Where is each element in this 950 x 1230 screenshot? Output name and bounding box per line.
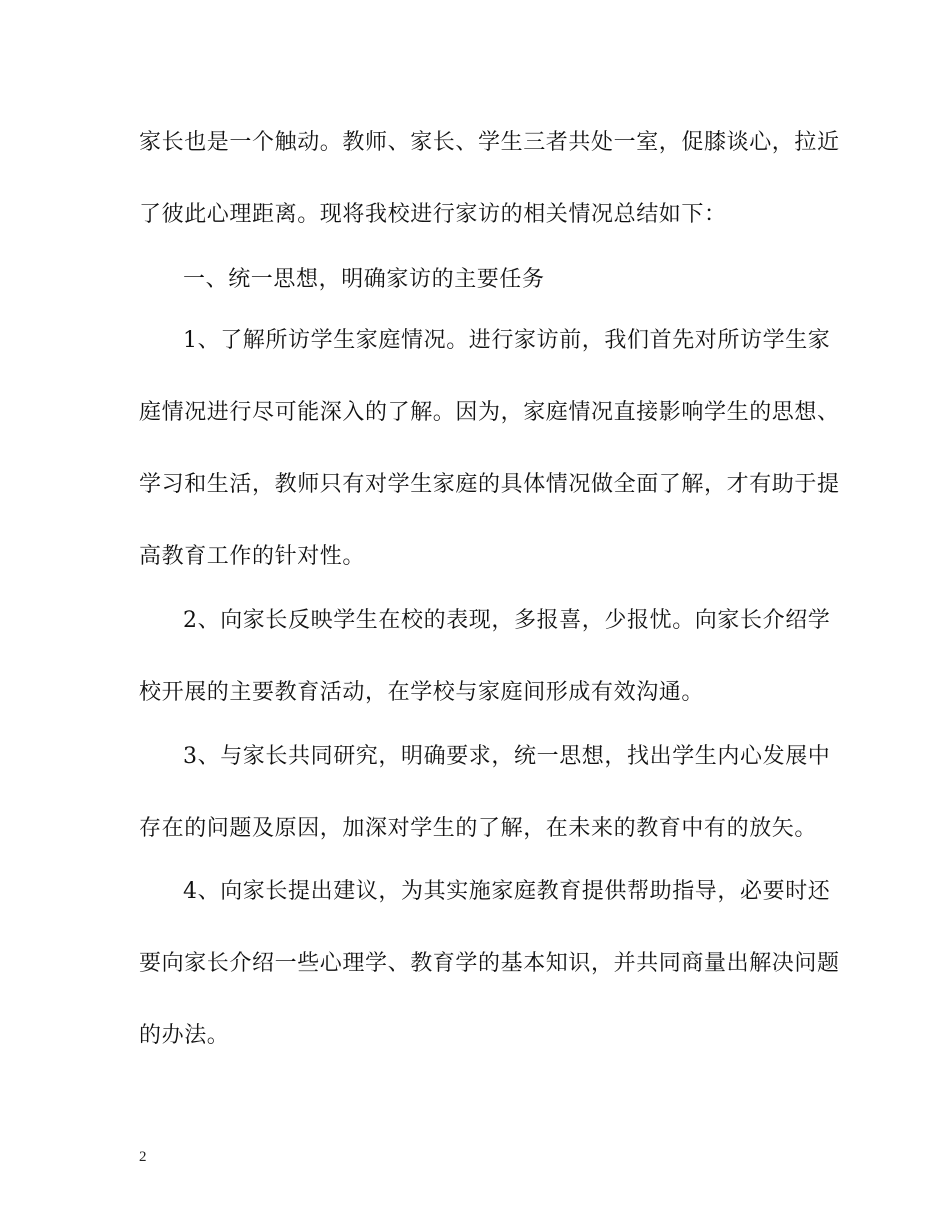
text-line: 庭情况进行尽可能深入的了解。因为，家庭情况直接影响学生的思想、 — [139, 400, 840, 425]
section-heading: 一、统一思想，明确家访的主要任务 — [183, 267, 545, 292]
text-line: 存在的问题及原因，加深对学生的了解，在未来的教育中有的放矢。 — [139, 816, 818, 841]
page-number: 2 — [139, 1149, 147, 1165]
text-line: 学习和生活，教师只有对学生家庭的具体情况做全面了解，才有助于提 — [139, 472, 840, 497]
text-line: 3、与家长共同研究，明确要求，统一思想，找出学生内心发展中 — [183, 744, 831, 769]
text-line: 4、向家长提出建议，为其实施家庭教育提供帮助指导，必要时还 — [183, 879, 831, 904]
text-line: 的办法。 — [139, 1023, 230, 1048]
text-line: 了彼此心理距离。现将我校进行家访的相关情况总结如下： — [139, 202, 727, 227]
text-line: 1、了解所访学生家庭情况。进行家访前，我们首先对所访学生家 — [183, 328, 831, 353]
text-line: 家长也是一个触动。教师、家长、学生三者共处一室，促膝谈心，拉近 — [139, 130, 840, 155]
text-line: 2、向家长反映学生在校的表现，多报喜，少报忧。向家长介绍学 — [183, 608, 831, 633]
text-line: 校开展的主要教育活动，在学校与家庭间形成有效沟通。 — [139, 680, 705, 705]
text-line: 高教育工作的针对性。 — [139, 544, 366, 569]
text-line: 要向家长介绍一些心理学、教育学的基本知识，并共同商量出解决问题 — [139, 951, 840, 976]
